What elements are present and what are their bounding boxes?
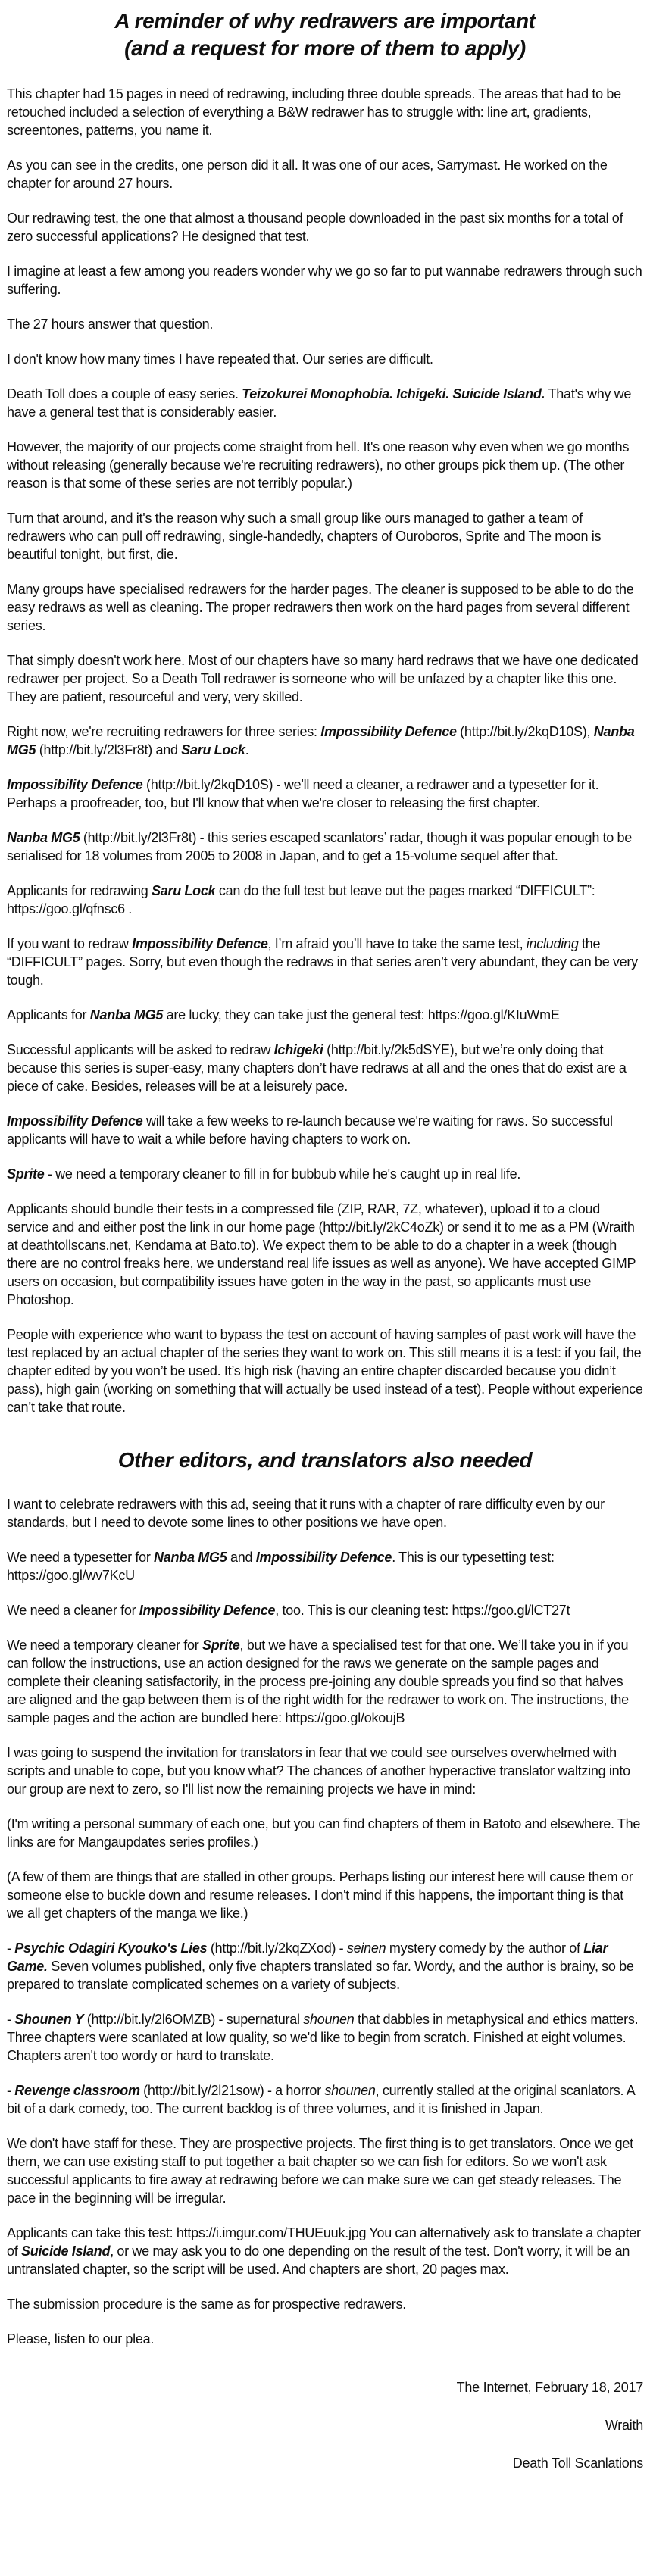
paragraph: Applicants should bundle their tests in a compressed file (ZIP, RAR, 7Z, whatever), upload it to a cloud service and and either post the link in our home page (http://bit.ly/2kC4oZk) or send it to me as a PM (Wraith at deathtollscans.net, Kendama at Bato.to). We expect them to be able to do a chapter in a week (though there are no control freaks here, we understand real life issues as well as anyone). We have accepted GIMP users on occasion, but compatibility issues have goten in the way in the past, so applicants must use Photoshop. [7, 1201, 636, 1307]
paragraph: Applicants for redrawing Saru Lock can do the full test but leave out the pages marked “DIFFICULT”: https://goo.gl/qfnsc6 . [7, 883, 595, 916]
paragraph: Applicants for Nanba MG5 are lucky, they can take just the general test: https://goo.gl/KIuWmE [7, 1007, 560, 1023]
document-body [7, 85, 643, 2348]
emphasis-bold-italic: Impossibility Defence [139, 1603, 276, 1618]
emphasis-italic: shounen [324, 2083, 376, 2098]
signature-line: Wraith [605, 2418, 643, 2433]
emphasis-bold-italic: Saru Lock [151, 883, 216, 898]
signature-line: The Internet, February 18, 2017 [456, 2380, 643, 2395]
paragraph: We don't have staff for these. They are prospective projects. The first thing is to get translators. Once we get them, we can use existing staff to put together a bait chapter so we can fish for editors. So we won't ask successful applicants to fire away at redrawing before we can make sure we can get steady releases. The pace in the beginning will be irregular. [7, 2136, 633, 2206]
paragraph: Impossibility Defence (http://bit.ly/2kqD10S) - we'll need a cleaner, a redrawer and a typesetter for it. Perhaps a proofreader, too, but I'll know that when we're closer to releasing the first chapter. [7, 777, 599, 810]
emphasis-bold-italic: Suicide Island [20, 2243, 111, 2259]
emphasis-bold-italic: Liar Game. [7, 1941, 608, 1974]
emphasis-bold-italic: Impossibility Defence [7, 1113, 143, 1129]
emphasis-bold-italic: Revenge classroom [14, 2083, 140, 2098]
paragraph: I don't know how many times I have repeated that. Our series are difficult. [7, 351, 433, 367]
emphasis-bold-italic: Impossibility Defence [255, 1550, 392, 1565]
paragraph: Please, listen to our plea. [7, 2331, 155, 2347]
paragraph: - Psychic Odagiri Kyouko's Lies (http://bit.ly/2kqZXod) - seinen mystery comedy by the author of Liar Game. Seven volumes published, only five chapters translated so far. Wordy, and the author is brainy, so be prepared to translate complicated schemes on a variety of subjects. [7, 1941, 634, 1992]
emphasis-bold-italic: Shounen Y [14, 2012, 84, 2027]
paragraph: Right now, we're recruiting redrawers for three series: Impossibility Defence (http://bit.ly/2kqD10S), Nanba MG5 (http://bit.ly/2l3Fr8t) and Saru Lock. [7, 724, 635, 757]
emphasis-bold-italic: Ichigeki [273, 1042, 323, 1057]
document-title-line1: A reminder of why redrawers are important [114, 9, 536, 33]
signature-line: Death Toll Scanlations [512, 2456, 643, 2471]
document-title [7, 8, 643, 62]
paragraph: I was going to suspend the invitation for translators in fear that we could see ourselves overwhelmed with scripts and unable to cope, but you know what? The chances of another hyperactive translator waltzing into our group are next to zero, so I'll list now the remaining projects we have in mind: [7, 1745, 630, 1797]
section-heading: Other editors, and translators also needed [117, 1448, 533, 1472]
emphasis-bold-italic: Nanba MG5 [89, 1007, 164, 1023]
emphasis-bold-italic: Sprite [7, 1166, 45, 1182]
paragraph: That simply doesn't work here. Most of our chapters have so many hard redraws that we have one dedicated redrawer per project. So a Death Toll redrawer is someone who will be unfazed by a chapter like this one. They are patient, resourceful and very, very skilled. [7, 653, 639, 704]
paragraph: Sprite - we need a temporary cleaner to fill in for bubbub while he's caught up in real life. [7, 1166, 521, 1182]
emphasis-bold-italic: Psychic Odagiri Kyouko's Lies [14, 1941, 208, 1956]
paragraph: Our redrawing test, the one that almost a thousand people downloaded in the past six months for a total of zero successful applications? He designed that test. [7, 211, 623, 244]
paragraph: We need a typesetter for Nanba MG5 and Impossibility Defence. This is our typesetting test: https://goo.gl/wv7KcU [7, 1550, 555, 1583]
paragraph: Death Toll does a couple of easy series. Teizokurei Monophobia. Ichigeki. Suicide Island. That's why we have a general test that is considerably easier. [7, 386, 632, 420]
document-title-line2: (and a request for more of them to apply) [124, 36, 526, 60]
paragraph: We need a temporary cleaner for Sprite, but we have a specialised test for that one. We’ll take you in if you can follow the instructions, use an action designed for the raws we generate on the sample pages and complete their cleaning satisfactorily, in the process pre-joining any double spreads you find so that halves are aligned and the gap between them is of the right width for the redrawer to work on. The instructions, the sample pages and the action are bundled here: https://goo.gl/okoujB [7, 1638, 629, 1725]
paragraph: People with experience who want to bypass the test on account of having samples of past work will have the test replaced by an actual chapter of the series they want to work on. This still means it is a test: if you fail, the chapter edited by you won’t be used. It’s high risk (having an entire chapter discarded because you didn’t pass), high gain (working on something that will actually be used instead of a test). People without experience can’t take that route. [7, 1327, 643, 1415]
paragraph: The submission procedure is the same as for prospective redrawers. [7, 2297, 407, 2312]
paragraph: This chapter had 15 pages in need of redrawing, including three double spreads. The areas that had to be retouched included a selection of everything a B&W redrawer has to struggle with: line art, gradients, screentones, patterns, you name it. [7, 86, 621, 138]
paragraph: Turn that around, and it's the reason why such a small group like ours managed to gather a team of redrawers who can pull off redrawing, single-handedly, chapters of Ouroboros, Sprite and The moon is beautiful tonight, but first, die. [7, 511, 602, 562]
paragraph: - Shounen Y (http://bit.ly/2l6OMZB) - supernatural shounen that dabbles in metaphysical and ethics matters. Three chapters were scanlated at low quality, so we'd like to begin from scratch. Finished at eight volumes. Chapters aren't too wordy or hard to translate. [7, 2012, 639, 2063]
paragraph: Many groups have specialised redrawers for the harder pages. The cleaner is supposed to be able to do the easy redraws as well as cleaning. The proper redrawers then work on the hard pages from several different series. [7, 582, 634, 633]
emphasis-bold-italic: Saru Lock [181, 742, 245, 757]
paragraph: As you can see in the credits, one person did it all. It was one of our aces, Sarrymast. He worked on the chapter for around 27 hours. [7, 158, 608, 191]
emphasis-italic: including [526, 936, 579, 951]
emphasis-italic: seinen [346, 1941, 386, 1956]
paragraph: I want to celebrate redrawers with this ad, seeing that it runs with a chapter of rare difficulty even by our standards, but I need to devote some lines to other positions we have open. [7, 1497, 605, 1530]
paragraph: Successful applicants will be asked to redraw Ichigeki (http://bit.ly/2k5dSYE), but we’re only doing that because this series is super-easy, many chapters don’t have redraws at all and the ones that do exist are a piece of cake. Besides, releases will be at a leisurely pace. [7, 1042, 627, 1094]
paragraph: (A few of them are things that are stalled in other groups. Perhaps listing our interest here will cause them or someone else to buckle down and resume releases. I don't mind if this happens, the important thing is that we all get chapters of the manga we like.) [7, 1869, 633, 1921]
emphasis-bold-italic: Teizokurei Monophobia. Ichigeki. Suicide Island. [242, 386, 545, 401]
paragraph: The 27 hours answer that question. [7, 317, 214, 332]
emphasis-bold-italic: Impossibility Defence [7, 777, 143, 792]
paragraph: Nanba MG5 (http://bit.ly/2l3Fr8t) - this series escaped scanlators’ radar, though it was popular enough to be serialised for 18 volumes from 2005 to 2008 in Japan, and to get a 15-volume sequel after that. [7, 830, 633, 863]
emphasis-bold-italic: Nanba MG5 [154, 1550, 227, 1565]
emphasis-bold-italic: Impossibility Defence [320, 724, 457, 739]
paragraph: Applicants can take this test: https://i.imgur.com/THUEuuk.jpg You can alternatively ask to translate a chapter of Suicide Island, or we may ask you to do one depending on the result of the test. Don't worry, it will be an untranslated chapter, so the script will be used. And chapters are short, 20 pages max. [7, 2225, 641, 2277]
paragraph: Impossibility Defence will take a few weeks to re-launch because we're waiting for raws. So successful applicants will have to wait a while before having chapters to work on. [7, 1113, 613, 1147]
paragraph: We need a cleaner for Impossibility Defence, too. This is our cleaning test: https://goo.gl/lCT27t [7, 1603, 570, 1618]
emphasis-italic: shounen [303, 2012, 355, 2027]
paragraph: If you want to redraw Impossibility Defence, I’m afraid you’ll have to take the same test, including the “DIFFICULT” pages. Sorry, but even though the redraws in that series aren’t very abundant, they can be very tough. [7, 936, 638, 988]
paragraph: - Revenge classroom (http://bit.ly/2l21sow) - a horror shounen, currently stalled at the original scanlators. A bit of a dark comedy, too. The current backlog is of three volumes, and it is finished in Japan. [7, 2083, 635, 2116]
paragraph: However, the majority of our projects come straight from hell. It's one reason why even when we go months without releasing (generally because we're recruiting redrawers), no other groups pick them up. (The other reason is that some of these series are not terribly popular.) [7, 439, 630, 491]
emphasis-bold-italic: Nanba MG5 [7, 724, 635, 757]
signature-block [7, 2378, 643, 2472]
paragraph: (I'm writing a personal summary of each one, but you can find chapters of them in Batoto and elsewhere. The links are for Mangaupdates series profiles.) [7, 1816, 641, 1850]
paragraph: I imagine at least a few among you readers wonder why we go so far to put wannabe redrawers through such suffering. [7, 264, 642, 297]
emphasis-bold-italic: Nanba MG5 [7, 830, 80, 845]
emphasis-bold-italic: Impossibility Defence [132, 936, 268, 951]
emphasis-bold-italic: Sprite [202, 1638, 240, 1653]
